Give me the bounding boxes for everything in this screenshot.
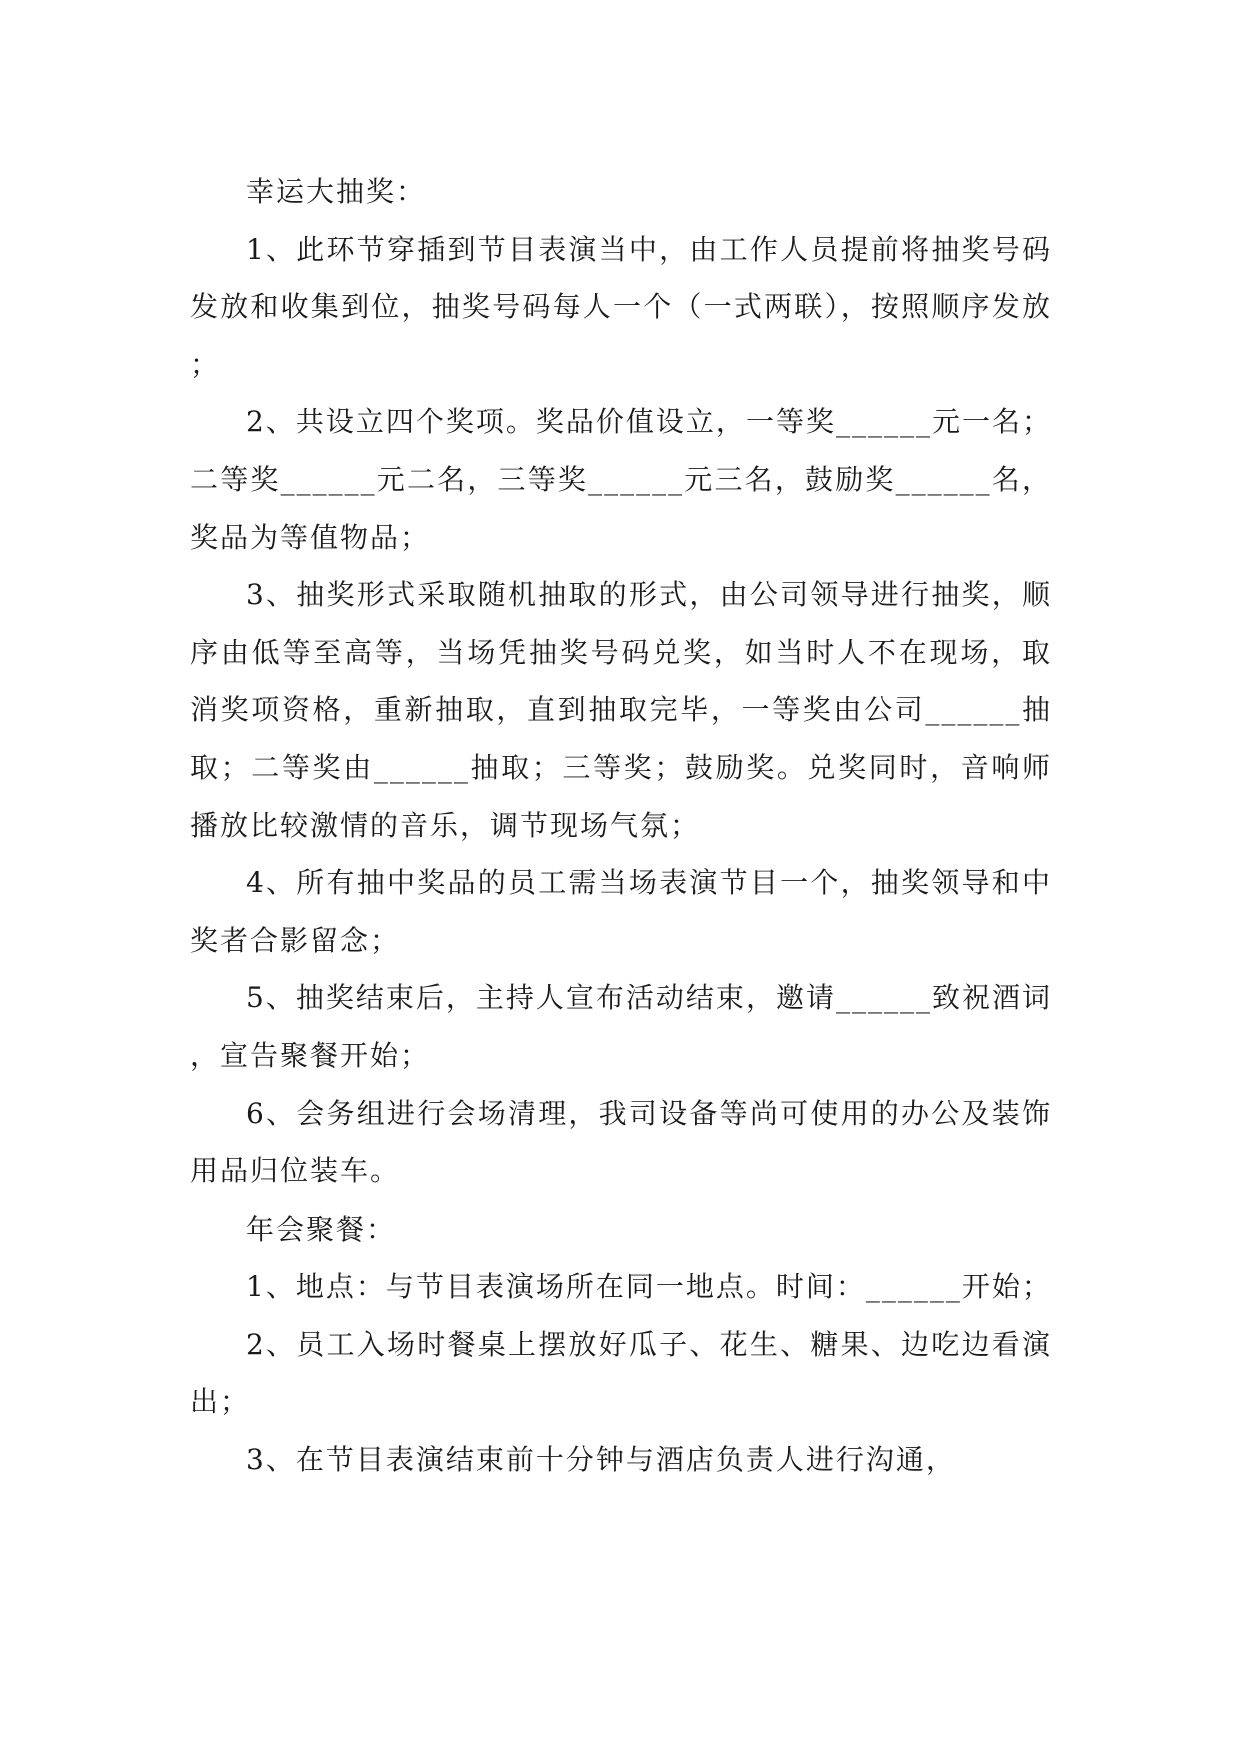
section-heading-lucky-draw: 幸运大抽奖： (246, 175, 427, 208)
section-heading-annual-dinner: 年会聚餐： (246, 1212, 397, 1246)
section-annual-dinner (190, 1201, 1052, 1489)
list-item: 3、抽奖形式采取随机抽取的形式，由公司领导进行抽奖，顺序由低等至高等，当场凭抽奖号码兑奖，如当时人不在现场，取消奖项资格，重新抽取，直到抽取完毕，一等奖由公司______抽取；二等奖由______抽取；三等奖；鼓励奖。兑奖同时，音响师播放比较激情的音乐，调节现场气氛； (190, 578, 1052, 842)
list-item: 6、会务组进行会场清理，我司设备等尚可使用的办公及装饰用品归位装车。 (190, 1096, 1052, 1188)
list-item: 4、所有抽中奖品的员工需当场表演节目一个，抽奖领导和中奖者合影留念； (190, 866, 1052, 957)
list-item: 5、抽奖结束后，主持人宣布活动结束，邀请______致祝酒词，宣告聚餐开始； (190, 981, 1052, 1072)
section-lucky-draw (190, 163, 1052, 1200)
list-item: 1、此环节穿插到节目表演当中，由工作人员提前将抽奖号码发放和收集到位，抽奖号码每人一个（一式两联），按照顺序发放； (190, 232, 1052, 381)
list-item: 3、在节目表演结束前十分钟与酒店负责人进行沟通， (246, 1443, 956, 1477)
list-item: 1、地点：与节目表演场所在同一地点。时间：______开始； (246, 1270, 1052, 1304)
list-item: 2、员工入场时餐桌上摆放好瓜子、花生、糖果、边吃边看演出； (190, 1327, 1052, 1419)
list-item: 2、共设立四个奖项。奖品价值设立，一等奖______元一名；二等奖______元二名，三等奖______元三名，鼓励奖______名，奖品为等值物品； (190, 405, 1052, 554)
document-page (190, 162, 1052, 1489)
